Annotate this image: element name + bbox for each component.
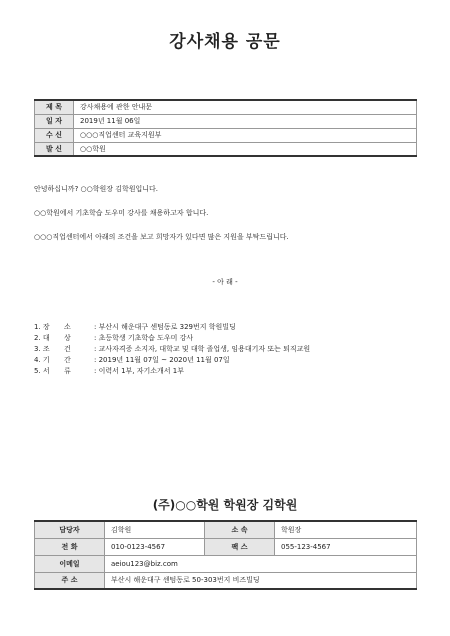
list-item [34,344,310,355]
item-number: 4. 기 [34,356,50,364]
dept-label: 소 속 [205,521,275,538]
info-row-sender [35,142,417,156]
list-item [34,355,310,366]
phone-label: 전 화 [35,538,105,555]
fax-label: 팩 스 [205,538,275,555]
contact-row [35,572,417,589]
phone-value: 010-0123-4567 [105,538,205,555]
manager-label: 담당자 [35,521,105,538]
info-label: 발 신 [35,142,74,156]
item-value: : 교사자격증 소지자, 대학교 및 대학 졸업생, 임용대기자 또는 퇴직교원 [94,345,311,353]
info-row-subject [35,100,417,114]
greeting-paragraph: 안녕하십니까? ○○학원장 김학원입니다. [34,185,159,193]
list-item [34,333,310,344]
contact-row [35,538,417,555]
info-table [34,99,417,157]
contact-table [34,520,417,590]
info-label: 일 자 [35,114,74,128]
list-item [34,322,310,333]
info-row-date [35,114,417,128]
info-label: 제 목 [35,100,74,114]
item-key: 류 [64,367,71,375]
info-value: 강사채용에 관한 안내문 [74,100,417,114]
item-number: 3. 조 [34,345,50,353]
item-key: 건 [64,345,71,353]
email-value: aeiou123@biz.com [105,555,417,572]
address-label: 주 소 [35,572,105,589]
item-value: : 이력서 1부, 자기소개서 1부 [94,367,185,375]
item-value: : 부산시 해운대구 센텀동로 329번지 학원빌딩 [94,323,236,331]
notice-heading: - 아 래 - [212,278,238,286]
intro-paragraph: ○○학원에서 기초학습 도우미 강사를 채용하고자 합니다. [34,209,209,217]
item-value: : 초등학생 기초학습 도우미 강사 [94,334,194,342]
contact-row [35,521,417,538]
item-number: 1. 장 [34,323,50,331]
info-value: ○○학원 [74,142,417,156]
info-value: ○○○직업센터 교육지원부 [74,128,417,142]
document-title: 강사채용 공문 [169,32,281,52]
sender-signature: (주)○○학원 학원장 김학원 [152,498,298,512]
fax-value: 055-123-4567 [275,538,417,555]
manager-value: 김학원 [105,521,205,538]
info-row-recipient [35,128,417,142]
info-value: 2019년 11월 06일 [74,114,417,128]
item-key: 상 [64,334,71,342]
item-number: 2. 대 [34,334,50,342]
item-key: 간 [64,356,71,364]
contact-row [35,555,417,572]
request-paragraph: ○○○직업센터에서 아래의 조건을 보고 희망자가 있다면 많은 지원을 부탁드립니다. [34,233,289,241]
address-value: 부산시 해운대구 센텀동로 50-303번지 비즈빌딩 [105,572,417,589]
conditions-list [34,322,310,377]
list-item [34,366,310,377]
email-label: 이메일 [35,555,105,572]
item-key: 소 [64,323,71,331]
info-label: 수 신 [35,128,74,142]
item-value: : 2019년 11월 07일 ~ 2020년 11월 07일 [94,356,230,364]
dept-value: 학원장 [275,521,417,538]
item-number: 5. 서 [34,367,50,375]
